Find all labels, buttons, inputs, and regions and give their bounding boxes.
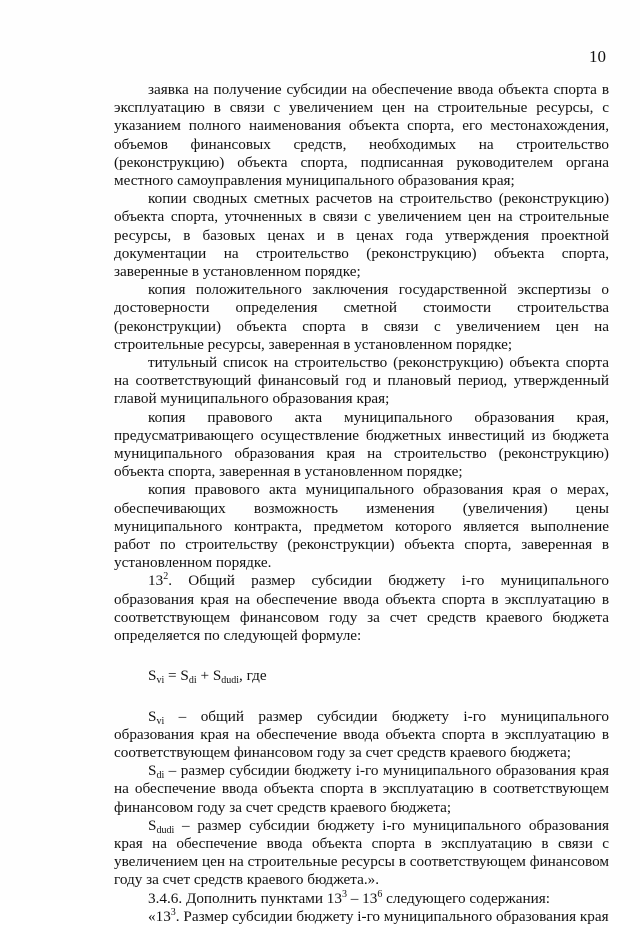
- list-item-legal-act-contract: копия правового акта муниципального образования края о мерах, обеспечивающих возможность изменения (увеличения) цены муниципального контракта, предметом которого является выполнение работ по строительству (реконструкции) объекта спорта, заверенная в установленном порядке.: [114, 481, 609, 572]
- clause-13-2: $13^2$. Общий размер субсидии бюджету i-го муниципального образования края на обеспечение ввода объекта спорта в эксплуатацию в соответствующем финансовом году за счет средств краевого бюджета определяется по следующей формуле:: [114, 571, 609, 645]
- definition-sdi: $S_{di}$ – размер субсидии бюджету i-го муниципального образования края на обеспечение ввода объекта спорта в эксплуатацию в соответствующем финансовом году за счет средств краевого бюджета;: [114, 762, 609, 816]
- list-item-title-list: титульный список на строительство (реконструкцию) объекта спорта на соответствующий финансовый год и плановый период, утвержденный главой муниципального образования края;: [114, 354, 609, 408]
- document-body: [114, 81, 609, 926]
- amendment-3-4-6: 3.4.6. Дополнить пунктами $13^3 - 13^6$ следующего содержания:: [148, 888, 550, 907]
- definition-sdudi: $S_{dudi}$ – размер субсидии бюджету i-го муниципального образования края на обеспечение ввода объекта спорта в эксплуатацию в связи с увеличением цен на строительные ресурсы в соответствующем финансовом году за счет средств краевого бюджета.».: [114, 816, 609, 889]
- page-number: 10: [589, 47, 606, 66]
- clause-13-3: «$13^3$. Размер субсидии бюджету i-го муниципального образования края: [148, 906, 609, 925]
- definition-svi: $S_{vi}$ – общий размер субсидии бюджету i-го муниципального образования края на обеспечение ввода объекта спорта в эксплуатацию в соответствующем финансовом году за счет средств краевого бюджета;: [114, 707, 609, 761]
- list-item-application: заявка на получение субсидии на обеспечение ввода объекта спорта в эксплуатацию в связи с увеличением цен на строительные ресурсы, с указанием полного наименования объекта спорта, его местонахождения, объемов финансовых средств, необходимых на строительство (реконструкцию) объекта спорта, подписанная руководителем органа местного самоуправления муниципального образования края;: [114, 81, 609, 190]
- list-item-legal-act-investments: копия правового акта муниципального образования края, предусматривающего осуществление бюджетных инвестиций из бюджета муниципального образования края на строительство (реконструкцию) объекта спорта, заверенная в установленном порядке;: [114, 408, 609, 481]
- list-item-expertise: копия положительного заключения государственной экспертизы о достоверности определения сметной стоимости строительства (реконструкции) объекта спорта в связи с увеличением цен на строительные ресурсы, заверенная в установленном порядке;: [114, 281, 609, 353]
- list-item-estimates: копии сводных сметных расчетов на строительство (реконструкцию) объекта спорта, уточненных в связи с увеличением цен на строительные ресурсы, в базовых ценах и в ценах года утверждения проектной документации на строительство (реконструкцию) объекта спорта, заверенные в установленном порядке;: [114, 190, 609, 281]
- formula: $S_{vi} = S_{di} + S_{dudi}$, где: [148, 667, 267, 687]
